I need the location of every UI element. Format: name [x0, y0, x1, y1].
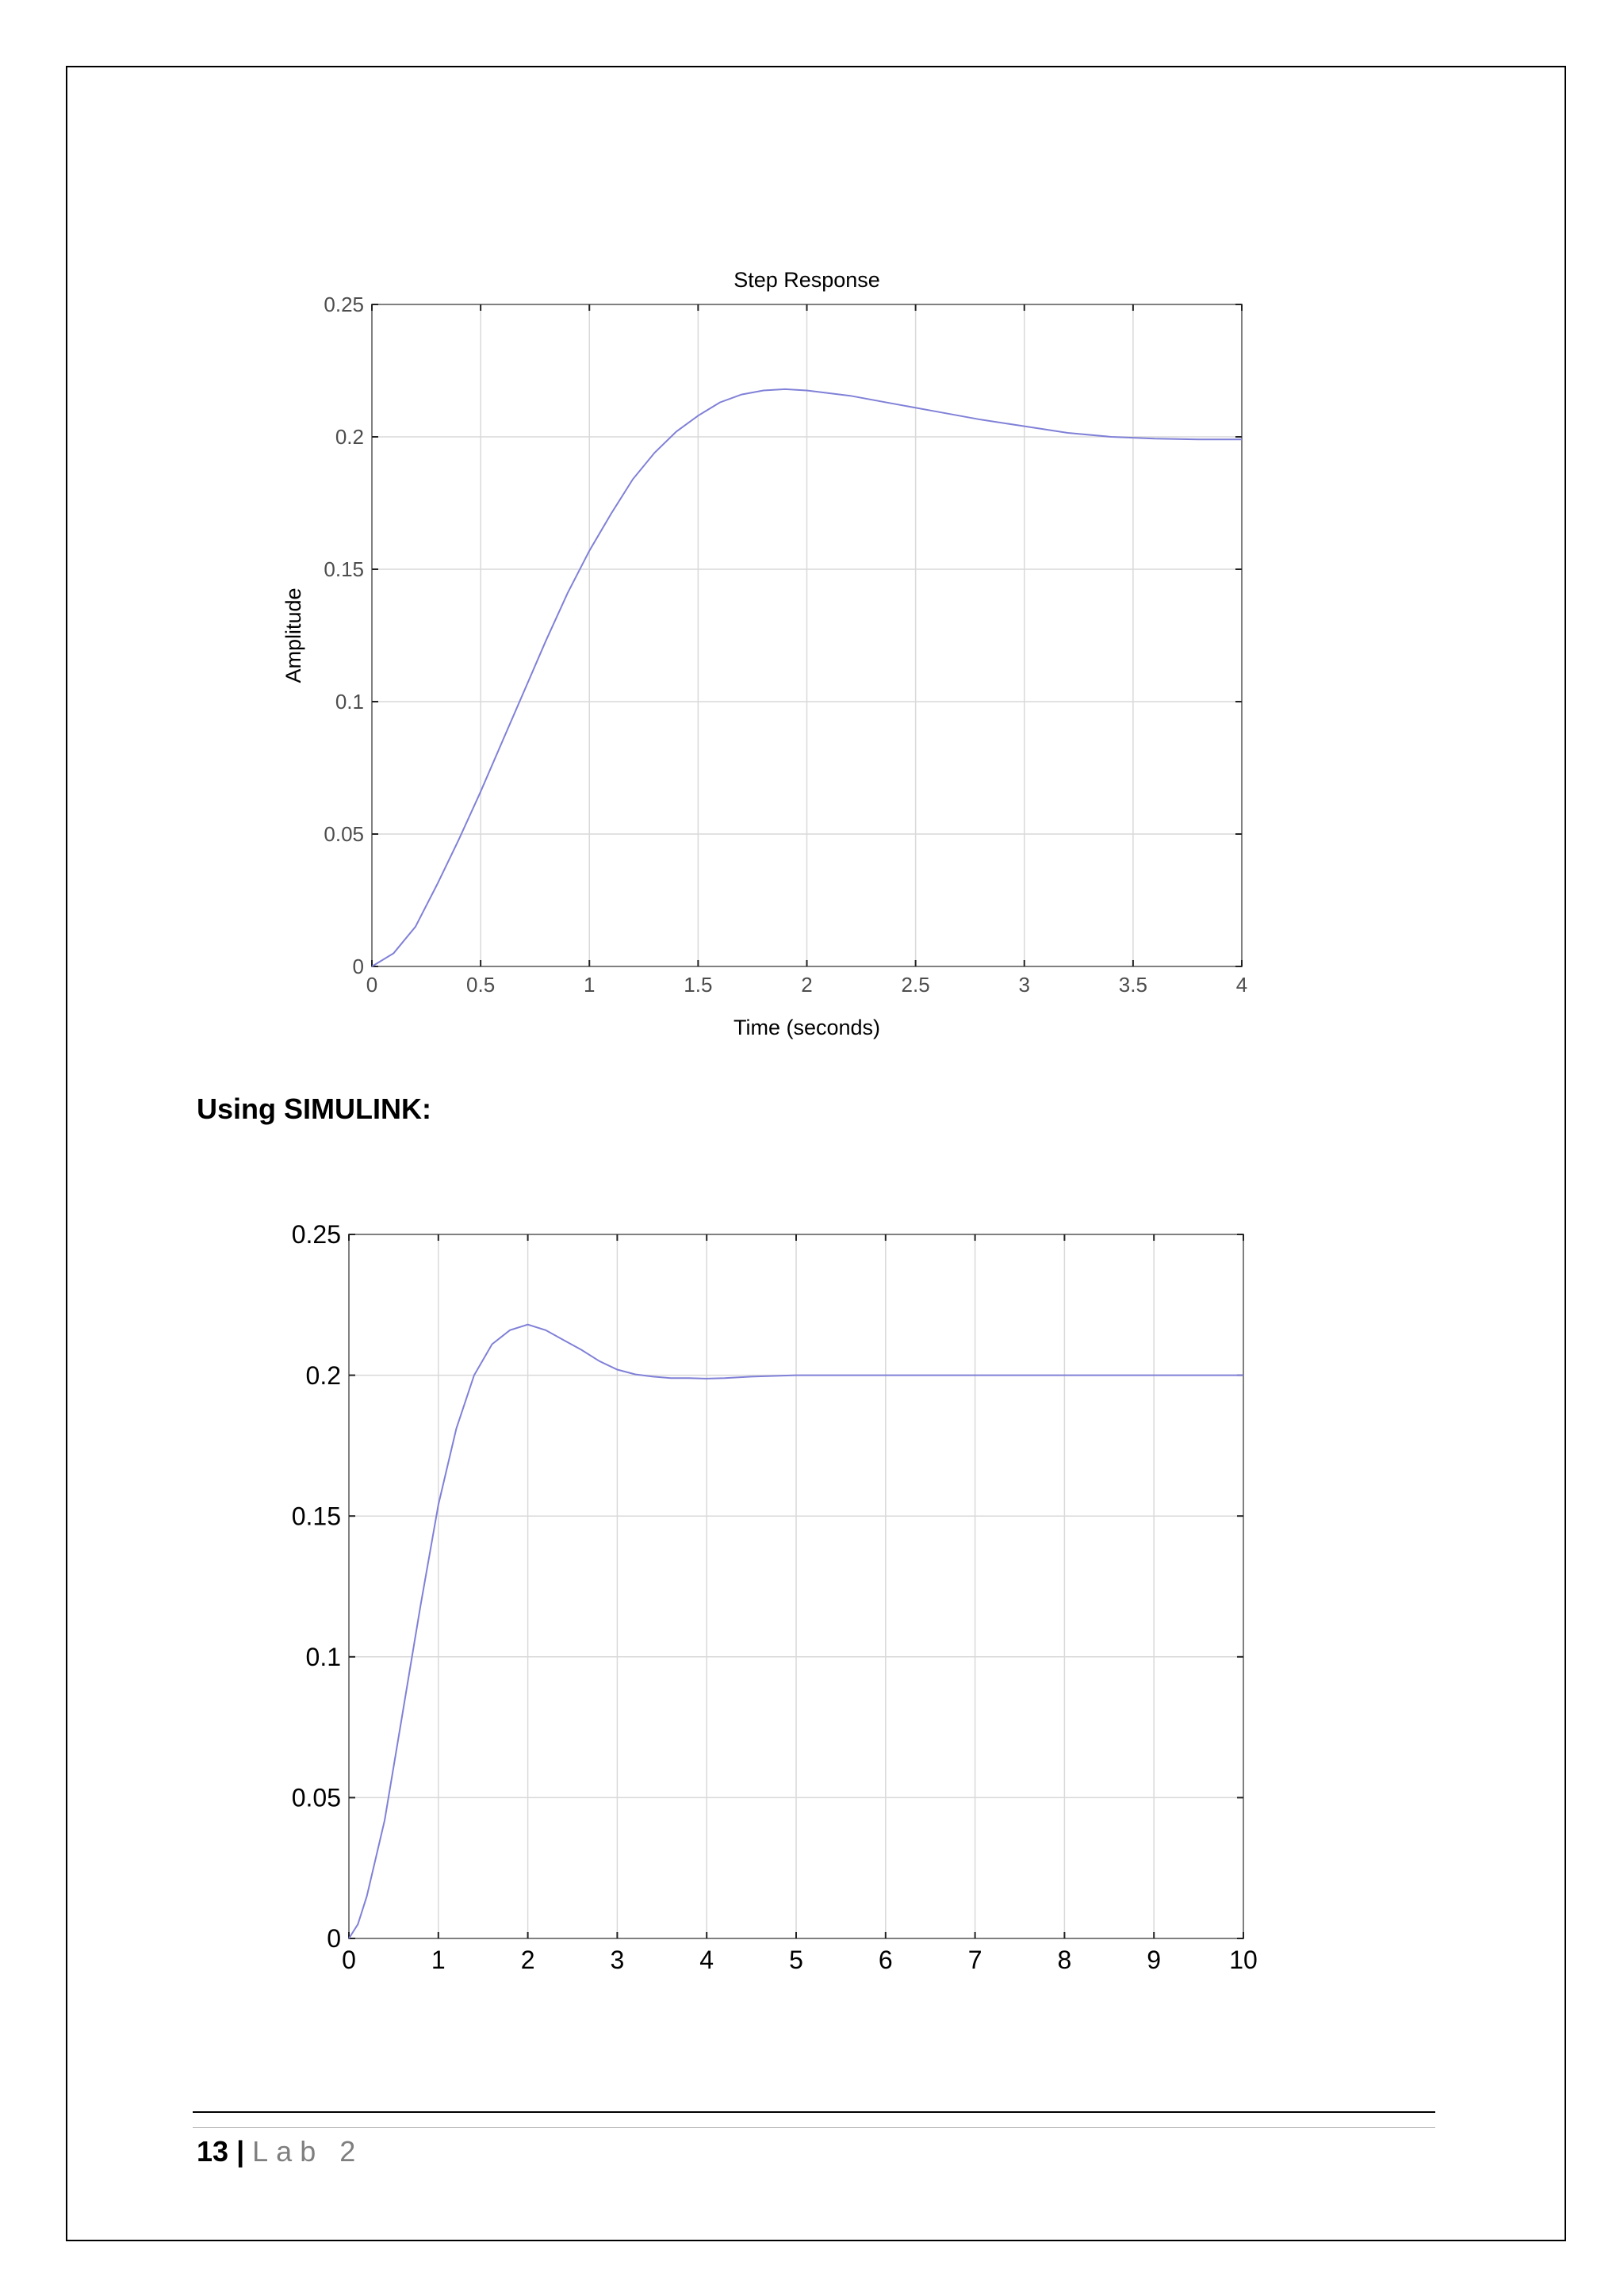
- y-tick-label: 0.2: [335, 425, 364, 450]
- x-tick-label: 0: [366, 973, 378, 997]
- page-number: 13: [197, 2135, 229, 2168]
- x-tick-label: 0: [342, 1946, 356, 1974]
- x-tick-label: 0.5: [466, 973, 496, 997]
- x-tick-label: 3.5: [1118, 973, 1147, 997]
- x-tick-label: 10: [1229, 1946, 1258, 1974]
- x-tick-label: 3: [610, 1946, 625, 1974]
- x-tick-label: 4: [699, 1946, 714, 1974]
- x-tick-label: 8: [1057, 1946, 1072, 1974]
- x-tick-label: 1: [431, 1946, 446, 1974]
- x-tick-label: 2: [520, 1946, 535, 1974]
- x-tick-label: 1: [584, 973, 596, 997]
- y-tick-label: 0.05: [291, 1783, 341, 1812]
- x-tick-label: 3: [1018, 973, 1030, 997]
- page-footer: [197, 2135, 363, 2168]
- section-heading: Using SIMULINK:: [197, 1093, 431, 1125]
- y-tick-label: 0.25: [291, 1220, 341, 1249]
- y-tick-label: 0.1: [335, 690, 364, 714]
- x-tick-label: 1.5: [684, 973, 713, 997]
- y-tick-label: 0.15: [291, 1502, 341, 1531]
- x-axis-label: Time (seconds): [733, 1016, 881, 1039]
- y-axis-label: Amplitude: [282, 587, 305, 683]
- x-tick-label: 7: [967, 1946, 982, 1974]
- footer-lab-label: Lab 2: [252, 2135, 364, 2168]
- footer-separator: |: [236, 2135, 245, 2168]
- y-tick-label: 0.05: [324, 822, 364, 847]
- x-tick-label: 2.5: [901, 973, 930, 997]
- footer-rule: [193, 2111, 1435, 2113]
- chart-title: Step Response: [733, 268, 880, 292]
- x-tick-label: 6: [878, 1946, 893, 1974]
- x-tick-label: 2: [801, 973, 813, 997]
- y-tick-label: 0: [352, 955, 364, 979]
- x-tick-label: 5: [789, 1946, 803, 1974]
- x-tick-label: 9: [1147, 1946, 1162, 1974]
- y-tick-label: 0.15: [324, 557, 364, 582]
- y-tick-label: 0.2: [305, 1360, 341, 1390]
- x-tick-label: 4: [1235, 973, 1248, 997]
- y-tick-label: 0: [327, 1924, 341, 1954]
- y-tick-label: 0.1: [305, 1643, 341, 1671]
- footer-rule-light: [193, 2127, 1435, 2128]
- y-tick-label: 0.25: [324, 293, 364, 317]
